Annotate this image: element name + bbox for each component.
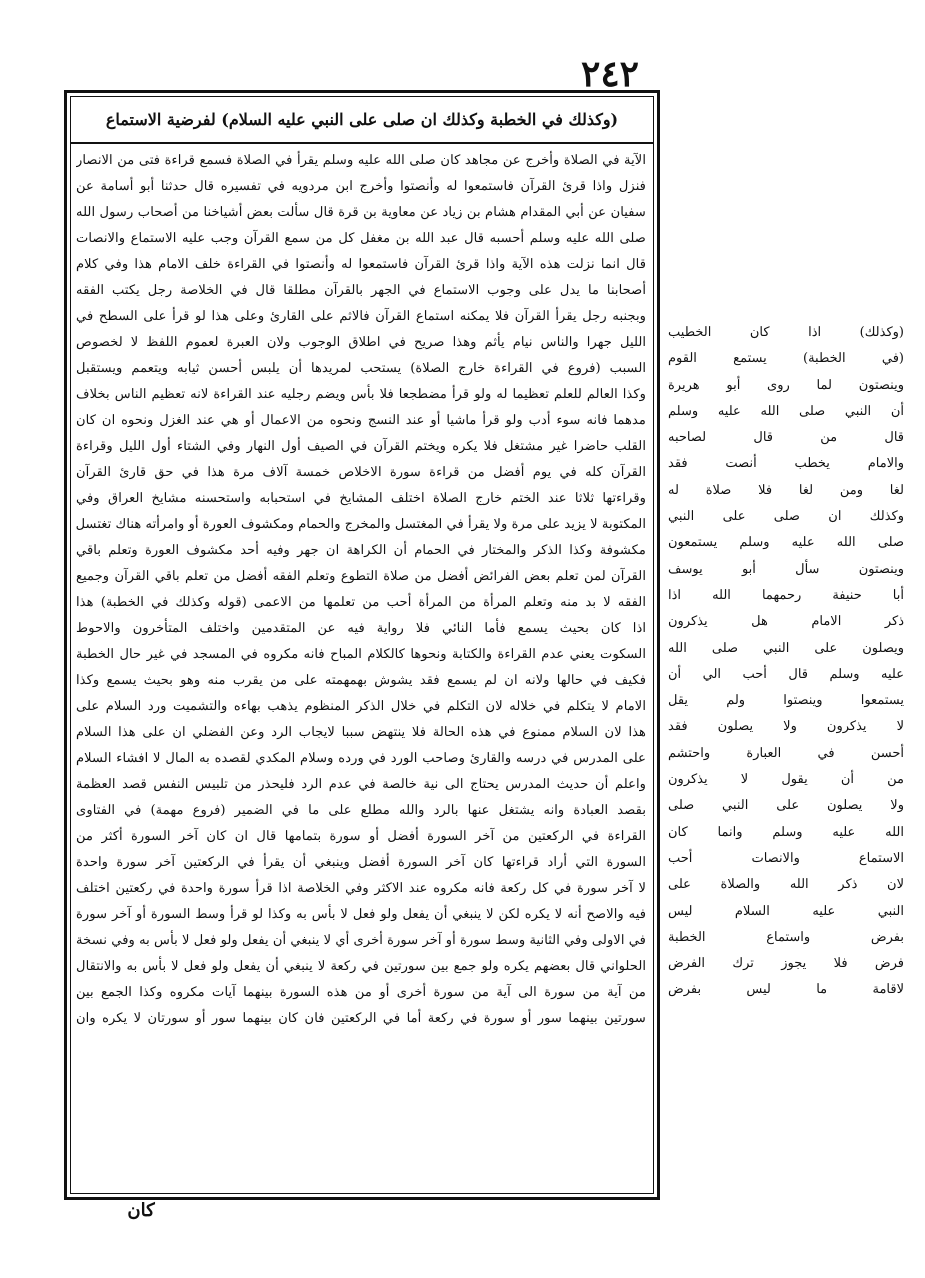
main-text-line: مكشوفة وكذا الذكر والمختار في الحمام أن الكراهة ان جهر وفيه أحد مكشوف العورة وتعلم باقي bbox=[76, 543, 646, 558]
side-text-line: (وكذلك) اذا كان الخطيب bbox=[668, 325, 904, 340]
side-text-line: وينصتون سأل أبو يوسف bbox=[668, 561, 904, 577]
main-text-line: الحلواني قال بعضهم يكره ولو جمع بين سورتين في ركعة لا ينبغي أن يفعل ولو فعل لا بأس به والانتقال bbox=[76, 959, 646, 974]
main-text-line: القرآن كله في يوم أفضل من قراءة سورة الاخلاص خمسة آلاف مرة هذا في حق قارئ القرآن bbox=[76, 465, 646, 480]
main-text-line: الفقه لا بد منه وتعلم المرأة من المرأة أحب من تعلمها من الاعمى (قوله وكذلك في الخطبة) هذا bbox=[76, 595, 646, 610]
main-text-line: القراءة في الركعتين من آخر السورة أفضل أو سورة بتمامها قال ان كان آخر السورة أكثر من bbox=[76, 829, 646, 844]
main-text-line: الليل جهرا والناس نيام يأثم وهذا صريح في اطلاق الوجوب ولان العبرة لعموم اللفظ لا لخصوص bbox=[76, 335, 646, 350]
main-text-line: فنزل واذا قرئ القرآن فاستمعوا له وأنصتوا وأخرج ابن مردويه في تفسيره قال حدثنا أبو أسامة عن bbox=[76, 179, 646, 194]
main-text-line: هذا لان السلام ممنوع في هذه الحالة فلا ينتهض سببا لايجاب الرد وعن الفضلي ان على هذا السلام bbox=[76, 725, 646, 740]
side-text-line: الله عليه وسلم وانما كان bbox=[668, 824, 904, 840]
main-text-line: فكيف في حالها ولانه ان لم يسمع فقد يشوش بهمهمته على من يقرب منه وهو بحيث يسمع وكذا bbox=[76, 673, 646, 688]
main-text-line: السبب (فروع في القراءة خارج الصلاة) يستحب لمريدها أن يلبس أحسن ثيابه ويتعمم ويستقبل bbox=[76, 361, 646, 376]
main-text-line: لا آخر سورة في كل ركعة فانه مكروه عند الاكثر وفي الخلاصة اذا قرأ سورة واحدة في ركعتين اختلف bbox=[76, 881, 646, 896]
main-text-body bbox=[76, 148, 646, 1190]
side-text-line: أن النبي صلى الله عليه وسلم bbox=[668, 403, 904, 419]
side-text-line: ويصلون على النبي صلى الله bbox=[668, 640, 904, 656]
side-text-line: أبا حنيفة رحمهما الله اذا bbox=[668, 587, 904, 603]
main-text-line: سورتين بينهما سور أو سورة في ركعة أما في الركعتين فان كان بينهما سور أو سورتان لا يكره وان bbox=[76, 1011, 646, 1026]
main-text-line: على المدرس في درسه والقارئ وصاحب الورد في ورده وسلام المكدي لقصده به المال لا افشاء السلام bbox=[76, 751, 646, 766]
side-text-line: يستمعوا وينصتوا ولم يقل bbox=[668, 693, 904, 709]
side-text-line: فرض فلا يجوز ترك الفرض bbox=[668, 956, 904, 972]
side-text-line: بفرض واستماع الخطبة bbox=[668, 929, 904, 945]
main-text-line: فيه والاصح أنه لا يكره لكن لا ينبغي أن يفعل ولو فعل لا بأس به وكذا لو قرأ وسط السورة أو آخر سورة bbox=[76, 907, 646, 922]
main-text-line: صلى الله عليه وسلم أحسبه قال عبد الله بن مغفل كل من سمع القرآن وجب عليه الاستماع والانصات bbox=[76, 231, 646, 246]
section-header bbox=[70, 96, 654, 144]
main-text-line: في الاولى وفي الثانية وسط سورة أو آخر سورة أخرى أي لا ينبغي أن يفعل ولو فعل لا بأس به وفي نسخة bbox=[76, 933, 646, 948]
side-text-line: عليه وسلم قال أحب الي أن bbox=[668, 666, 904, 682]
main-text-line: القلب حاضرا غير مشتغل فلا يكره ويختم القرآن في الصيف أول النهار وفي الشتاء أول الليل وقراءة bbox=[76, 439, 646, 454]
side-text-line: والامام يخطب أنصت فقد bbox=[668, 456, 904, 472]
main-text-line: قال انما نزلت هذه الآية واذا قرئ القرآن فاستمعوا له وأنصتوا في القراءة خلف الامام هذا وفي كلام bbox=[76, 257, 646, 272]
page-number: ٢٤٢ bbox=[580, 53, 639, 95]
main-text-line: مدهما فانه سوء أدب ولو قرأ ماشيا أو عند النسج ونحوه من الاعمال أو هي عند الغزل ونحوه ان كان bbox=[76, 413, 646, 428]
catchword: كان bbox=[127, 1200, 155, 1221]
main-text-line: السكوت يعني عدم القراءة والكتابة ونحوها كالكلام المباح فانه مكروه في المسجد في غير حال الخطبة bbox=[76, 647, 646, 662]
side-text-line: (في الخطبة) يستمع القوم bbox=[668, 351, 904, 367]
header-title: (وكذلك في الخطبة وكذلك ان صلى على النبي عليه السلام) لفرضية الاستماع bbox=[105, 109, 619, 129]
main-text-line: سفيان عن أبي المقدام هشام بن زياد عن معاوية بن قرة قال سألت بعض أشياخنا من أصحاب رسول الله bbox=[76, 205, 646, 220]
side-text-line: لان ذكر الله والصلاة على bbox=[668, 877, 904, 893]
side-text-line: صلى الله عليه وسلم يستمعون bbox=[668, 535, 904, 551]
main-text-line: وقراءتها ثلاثا عند الختم خارج الصلاة اختلف المشايخ في استحبابه واستحسنه مشايخ العراق وفي bbox=[76, 491, 646, 506]
main-text-line: المكتوبة لا يزيد على مرة ولا يقرأ في المغتسل والمخرج والحمام ومكشوف العورة أو وامرأته هناك تغتسل bbox=[76, 517, 646, 532]
main-text-line: وبجنبه رجل يقرأ القرآن فلا يمكنه استماع القرآن فالاثم على القارئ وعلى هذا لو قرأ على السطح في bbox=[76, 309, 646, 324]
main-text-line: اذا كان بحيث يسمع فأما النائي فلا رواية فيه عن المتقدمين واختلف المتأخرون والاحوط bbox=[76, 621, 646, 636]
side-text-line: النبي عليه السلام ليس bbox=[668, 903, 904, 919]
main-text-line: الآية في الصلاة وأخرج عن مجاهد كان صلى الله عليه وسلم يقرأ في الصلاة فسمع قراءة فتى من الانصار bbox=[76, 153, 646, 168]
main-text-line: من آية من سورة الى آية من سورة أخرى أو من هذه السورة بينهما آيات مكروه وكذا الجمع بين bbox=[76, 985, 646, 1000]
main-text-line: بقصد العبادة وانه يشتغل عنها بالرد والله مطلع على ما في الضمير (فروع مهمة) في الفتاوى bbox=[76, 803, 646, 818]
main-text-line: السورة التي أراد قراءتها كان آخر السورة أفضل وينبغي أن يقرأ في الركعتين آخر سورة واحدة bbox=[76, 855, 646, 870]
side-text-line: من أن يقول لا يذكرون bbox=[668, 772, 904, 788]
side-text-line: أحسن في العبارة واحتشم bbox=[668, 745, 904, 761]
main-text-line: القرآن لمن تعلم بعض الفرائض أفضل من صلاة التطوع وتعلم الفقه أفضل من تعلم باقي القرآن وجميع bbox=[76, 569, 646, 584]
side-text-line: لا يذكرون ولا يصلون فقد bbox=[668, 719, 904, 735]
side-text-line: لغا ومن لغا فلا صلاة له bbox=[668, 482, 904, 498]
side-text-line: ذكر الامام هل يذكرون bbox=[668, 614, 904, 630]
side-text-line: لاقامة ما ليس بفرض bbox=[668, 982, 904, 998]
main-text-line: أصحابنا ما يدل على وجوب الاستماع في الجهر بالقرآن مطلقا قال في الخلاصة رجل يكتب الفقه bbox=[76, 283, 646, 298]
side-text-line: الاستماع والانصات أحب bbox=[668, 850, 904, 866]
side-text-line: قال من قال لصاحبه bbox=[668, 430, 904, 446]
main-text-line: وكذا العالم للعلم تعظيما له ولو قرأ مضطجعا فلا بأس ويضم رجليه عند القراءة لانه تعظيم الناس بخلاف bbox=[76, 387, 646, 402]
side-text-line: ولا يصلون على النبي صلى bbox=[668, 798, 904, 814]
main-text-line: الامام لا يتكلم في خلاله لان التكلم في خلال الذكر المنظوم يذهب بهاءه والتشميت ورد السلام على bbox=[76, 699, 646, 714]
side-commentary bbox=[668, 320, 904, 1020]
side-text-line: وينصتون لما روى أبو هريرة bbox=[668, 377, 904, 393]
main-text-line: واعلم أن حديث المدرس يحتاج الى نية خالصة في عدم الرد فليحذر من تلبيس النفس قصد العظمة bbox=[76, 777, 646, 792]
side-text-line: وكذلك ان صلى على النبي bbox=[668, 509, 904, 525]
